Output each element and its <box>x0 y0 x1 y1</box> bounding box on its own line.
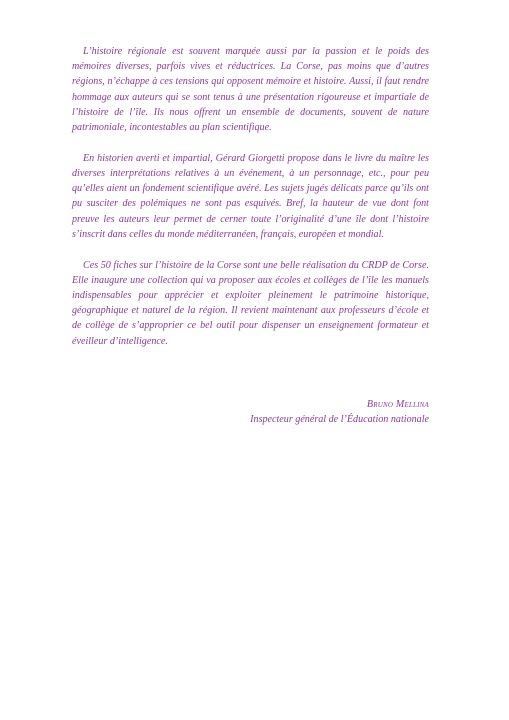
paragraph-1: L’histoire régionale est souvent marquée aussi par la passion et le poids des mémoires diverses, parfois vives et réductrices. La Corse, pas moins que d’autres régions, n’échappe à ces tensions qui opposent mémoire et histoire. Aussi, il faut rendre hommage aux auteurs qui se sont tenus à une présentation rigoureuse et impartiale de l’histoire de l’île. Ils nous offrent un ensemble de documents, souvent de nature patrimoniale, incontestables au plan scientifique. <box>72 46 429 134</box>
signature-name: Bruno Mellina <box>366 399 429 410</box>
paragraph-2: En historien averti et impartial, Gérard Giorgetti propose dans le livre du maître les diverses interprétations relatives à un événement, à un personnage, etc., pour peu qu’elles aient un fondement scientifique avéré. Les sujets jugés délicats parce qu’ils ont pu susciter des polémiques ne sont pas esquivés. Bref, la hauteur de vue dont font preuve les auteurs leur permet de cerner toute l’originalité d’une île dont l’histoire s’inscrit dans celles du monde méditerranéen, français, européen et mondial. <box>72 152 429 240</box>
preface-body <box>72 44 429 364</box>
signature-block <box>250 397 429 427</box>
signature-title: Inspecteur général de l’Éducation nationale <box>250 414 429 426</box>
paragraph-3: Ces 50 fiches sur l’histoire de la Corse sont une belle réalisation du CRDP de Corse. Elle inaugure une collection qui va proposer aux écoles et collèges de l’île les manuels indispensables pour apprécier et exploiter pleinement le patrimoine historique, géographique et naturel de la région. Il revient maintenant aux professeurs d’école et de collège de s’approprier ce bel outil pour dispenser un enseignement formateur et éveilleur d’intelligence. <box>72 259 429 347</box>
